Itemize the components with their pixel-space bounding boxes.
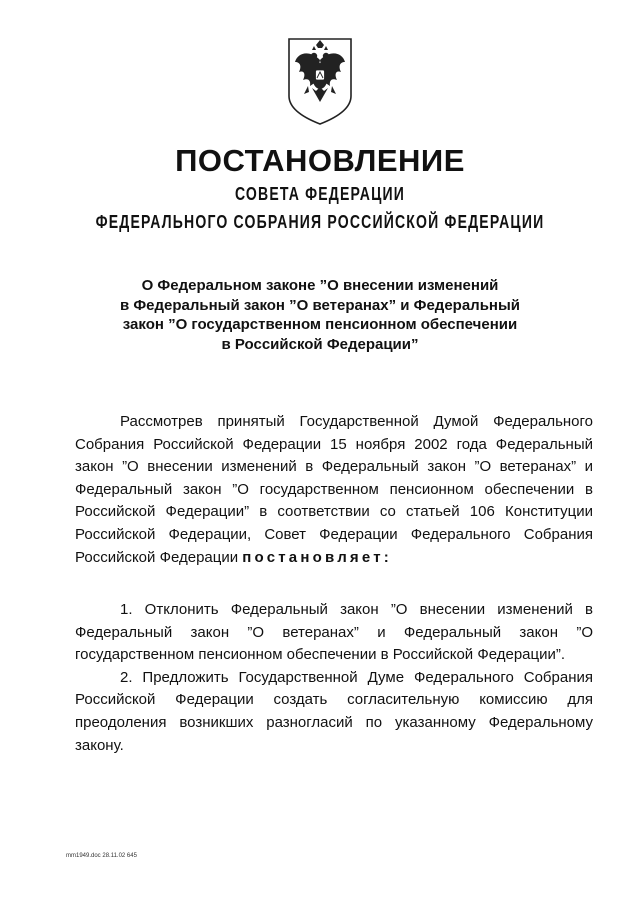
- heading-line: в Федеральный закон ”О ветеранах” и Федеральный: [119, 296, 521, 314]
- preamble-paragraph: [75, 411, 593, 569]
- resolution-item: 2. Предложить Государственной Думе Федерального Собрания Российской Федерации создать согласительную комиссию для преодоления возникших разногласий по указанному Федеральному закону.: [75, 668, 593, 754]
- decree-word: постановляет:: [242, 548, 392, 566]
- heading-line: закон ”О государственном пенсионном обеспечении: [122, 316, 518, 333]
- preamble-text: Рассмотрев принятый Государственной Думой Федерального Собрания Российской Федерации 15 ноября 2002 года Федеральный закон ”О внесении изменений в Федеральный закон ”О ветеранах” и Федеральный закон ”О государственном пенсионном обеспечении в Российской Федерации” в соответствии со статьей 106 Конституции Российской Федерации, Совет Федерации Федерального Собрания Российской Федерации: [75, 413, 593, 566]
- heading-line: в Российской Федерации”: [221, 335, 419, 353]
- resolution-item: 1. Отклонить Федеральный закон ”О внесении изменений в Федеральный закон ”О ветеранах” и Федеральный закон ”О государственном пенсионном обеспечении в Российской Федерации”.: [75, 601, 593, 664]
- page-title: ПОСТАНОВЛЕНИЕ: [175, 143, 465, 178]
- resolution-items: [75, 599, 593, 757]
- issuer-line-2: ФЕДЕРАЛЬНОГО СОБРАНИЯ РОССИЙСКОЙ ФЕДЕРАЦИИ: [95, 212, 545, 232]
- coat-of-arms-icon: [286, 36, 354, 128]
- heading-line: О Федеральном законе ”О внесении изменений: [141, 277, 499, 294]
- document-code: mm1949.doc 28.11.02 645: [66, 853, 137, 859]
- document-heading: [90, 276, 550, 354]
- issuer-line-1: СОВЕТА ФЕДЕРАЦИИ: [234, 184, 406, 204]
